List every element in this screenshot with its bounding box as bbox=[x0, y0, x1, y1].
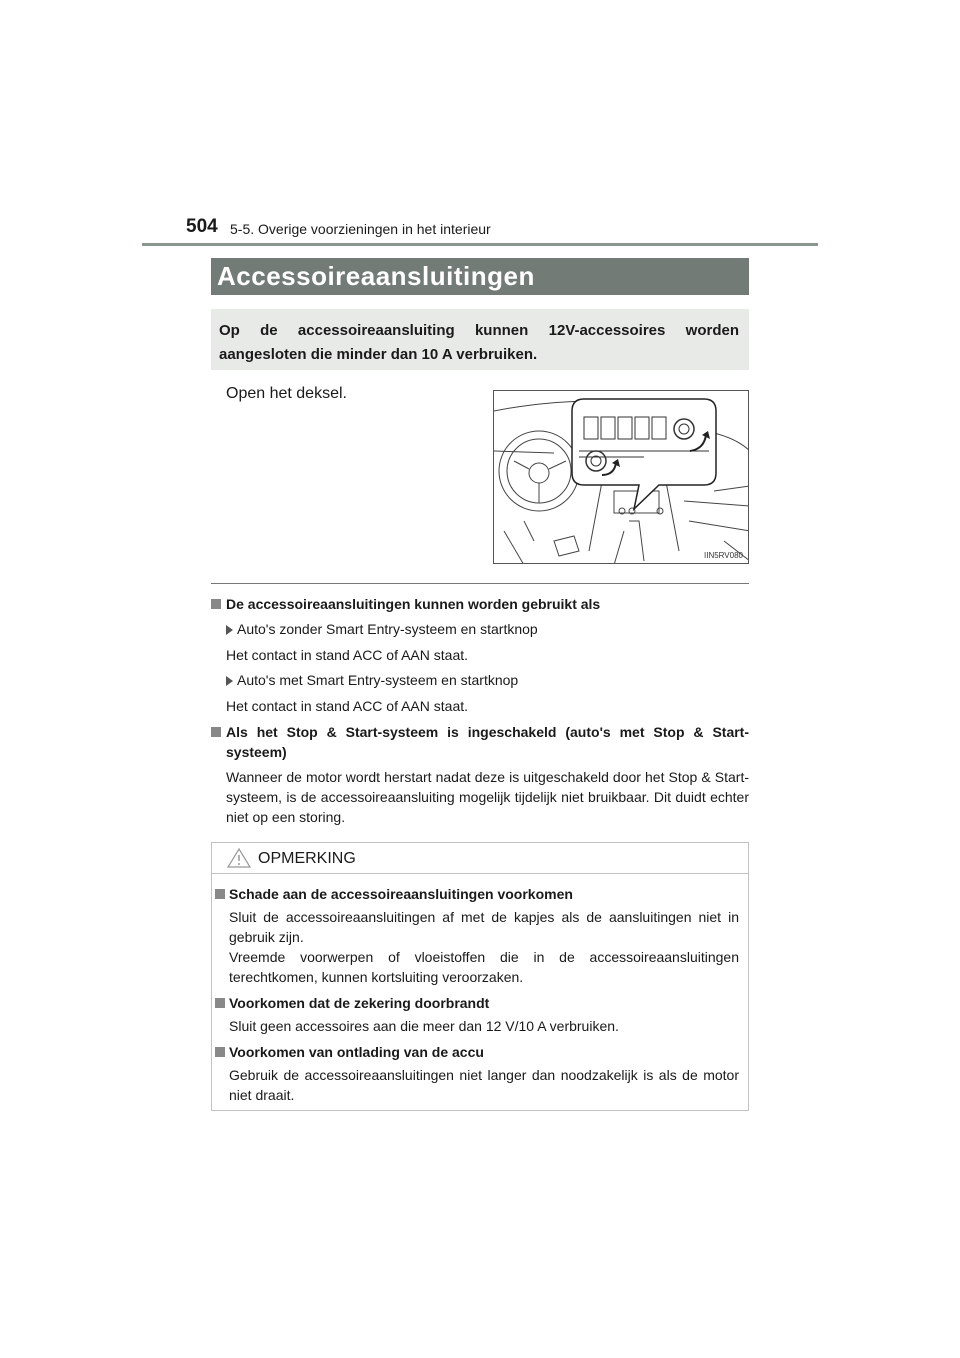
square-bullet-icon bbox=[211, 727, 221, 737]
step-text: Open het deksel. bbox=[226, 385, 347, 402]
body-text: Wanneer de motor wordt herstart nadat deze is uitgeschakeld door het Stop & Start-systeem, is de accessoireaansluiting mogelijk tijdelijk niet bruikbaar. Dit duidt echter niet op een storing. bbox=[226, 769, 749, 825]
notice-item-heading-text: Voorkomen van ontlading van de accu bbox=[229, 1044, 484, 1060]
sub-item bbox=[211, 670, 749, 690]
notice-body bbox=[212, 874, 748, 1105]
dashboard-illustration bbox=[494, 391, 749, 564]
info-item-heading-text: De accessoireaansluitingen kunnen worden gebruikt als bbox=[226, 596, 601, 612]
page-title: Accessoireaansluitingen bbox=[211, 258, 749, 295]
sub-item-text: Auto's zonder Smart Entry-systeem en startknop bbox=[237, 621, 538, 637]
notice-header bbox=[212, 843, 748, 874]
triangle-bullet-icon bbox=[226, 625, 233, 635]
notice-text: Sluit geen accessoires aan die meer dan 12 V/10 A verbruiken. bbox=[229, 1018, 619, 1034]
square-bullet-icon bbox=[215, 1047, 225, 1057]
notice-text: Vreemde voorwerpen of vloeistoffen die in de accessoireaansluitingen terechtkomen, kunnen kortsluiting veroorzaken. bbox=[229, 949, 739, 985]
notice-item-heading-text: Schade aan de accessoireaansluitingen voorkomen bbox=[229, 886, 573, 902]
info-item-heading bbox=[211, 722, 749, 762]
figure-code: IIN5RV080 bbox=[704, 551, 743, 560]
illustration bbox=[493, 390, 749, 564]
body-text: Het contact in stand ACC of AAN staat. bbox=[226, 647, 469, 663]
sub-item bbox=[211, 619, 749, 639]
notice-item-heading bbox=[212, 884, 739, 904]
square-bullet-icon bbox=[215, 889, 225, 899]
intro-box: Op de accessoireaansluiting kunnen 12V-accessoires worden aangesloten die minder dan 10 A verbruiken. bbox=[211, 309, 749, 370]
notice-item-heading-text: Voorkomen dat de zekering doorbrandt bbox=[229, 995, 490, 1011]
info-item-heading-text: Als het Stop & Start-systeem is ingeschakeld (auto's met Stop & Start-systeem) bbox=[226, 724, 749, 760]
square-bullet-icon bbox=[215, 998, 225, 1008]
notice-text: Sluit de accessoireaansluitingen af met de kapjes als de aansluitingen niet in gebruik zijn. bbox=[229, 909, 739, 945]
page-number: 504 bbox=[186, 216, 218, 237]
notice-title: OPMERKING bbox=[258, 850, 356, 867]
notice-item-heading bbox=[212, 1042, 739, 1062]
notice-text: Gebruik de accessoireaansluitingen niet langer dan noodzakelijk is als de motor niet draait. bbox=[229, 1067, 739, 1103]
square-bullet-icon bbox=[211, 599, 221, 609]
info-list bbox=[211, 594, 749, 827]
sub-item-text: Auto's met Smart Entry-systeem en startknop bbox=[237, 672, 519, 688]
notice-item-heading bbox=[212, 993, 739, 1013]
notice-box bbox=[211, 842, 749, 1111]
triangle-bullet-icon bbox=[226, 676, 233, 686]
body-text: Het contact in stand ACC of AAN staat. bbox=[226, 698, 469, 714]
section-title: 5-5. Overige voorzieningen in het interieur bbox=[230, 221, 491, 237]
warning-triangle-icon bbox=[226, 847, 252, 869]
info-item-heading bbox=[211, 594, 749, 614]
divider bbox=[211, 583, 749, 584]
header-rule bbox=[142, 243, 818, 246]
